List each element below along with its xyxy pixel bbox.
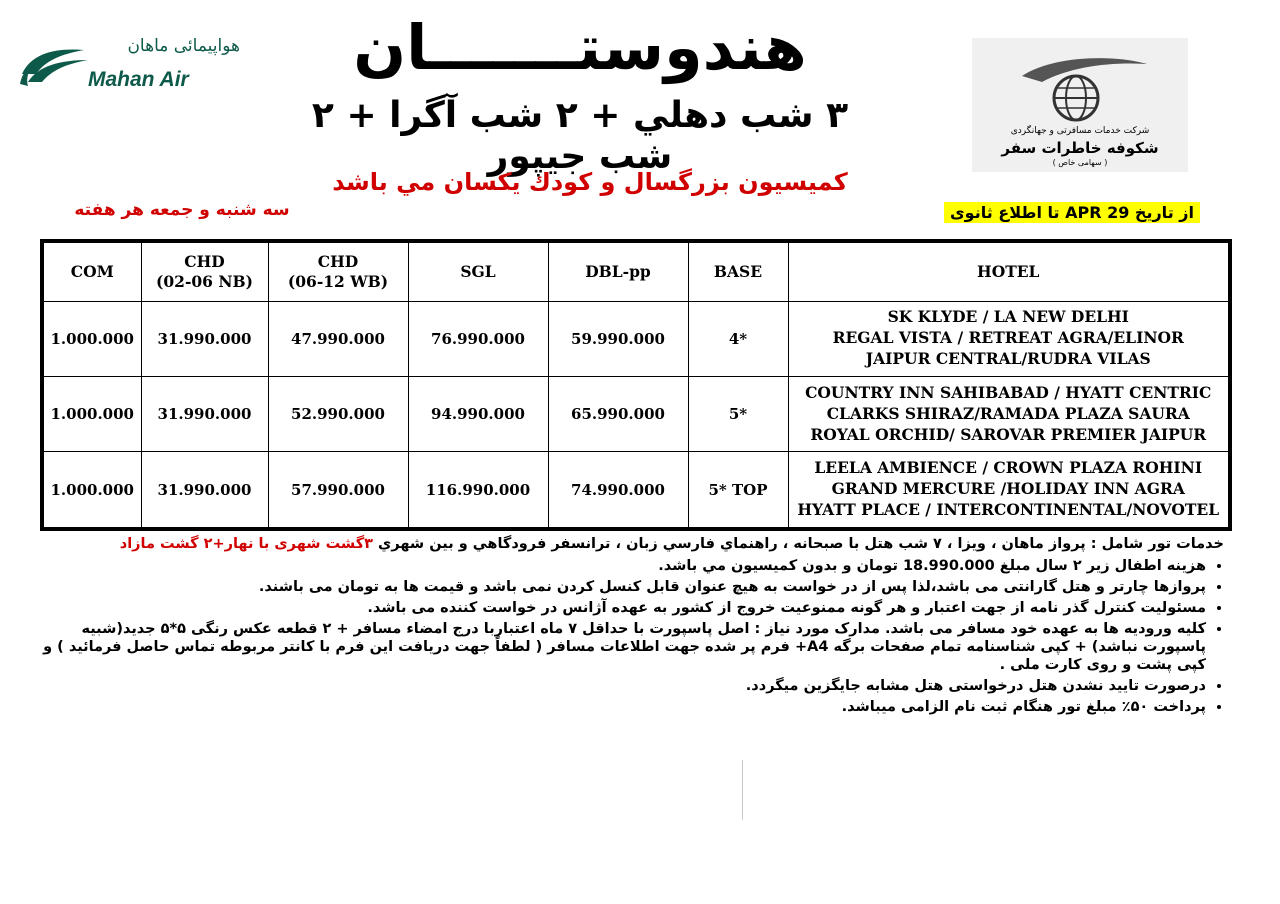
validity-badge: از تاریخ 29 APR تا اطلاع ثانوی — [944, 202, 1200, 223]
list-item: • كليه ورودیه ها به عهده خود مسافر می باشد. مدارک مورد نیاز : اصل پاسپورت با حداقل ۷ ماه اعتباربا درج امضاء مسافر + ۲ قطعه عکس رنگی ۵*۵ جدید(شبیه پاسپورت نباشد) + کپی شناسنامه تمام صفحات برگه A4+ فرم پر شده جهت اطلاعات مسافر ( لطفاً جهت دریافت این فرم با کانتر مربوطه تماس حاصل فرمائید ) و کپی پشت و روی کارت ملی . — [40, 620, 1206, 674]
sgl-cell: 76.990.000 — [408, 301, 548, 376]
base-cell: 4* — [688, 301, 788, 376]
header-chd-nb-age: (02-06 NB) — [156, 271, 253, 291]
services-highlight: ۳گشت شهری با نهار+۲ گشت مازاد — [119, 536, 379, 552]
list-item: • هزينه اطفال زير ۲ سال مبلغ 18.990.000 تومان و بدون كميسيون مي باشد. — [40, 557, 1206, 575]
agency-logo — [972, 38, 1188, 172]
hotel-line: GRAND MERCURE /HOLIDAY INN AGRA — [831, 479, 1185, 499]
header-chd-nb-label: CHD — [184, 252, 225, 272]
header-sgl: SGL — [408, 241, 548, 301]
header-hotel: HOTEL — [788, 241, 1230, 301]
agency-type: ( سهامی خاص ) — [1052, 158, 1108, 167]
com-cell: 1.000.000 — [42, 301, 141, 376]
chd-nb-cell: 31.990.000 — [141, 301, 268, 376]
header-chd-wb — [268, 241, 408, 301]
list-item: • پروازها چارتر و هتل گارانتی می باشد،لذا پس از در خواست به هيچ عنوان قابل كنسل كردن نمی باشد و قيمت ها به تومان می باشند. — [40, 578, 1206, 596]
base-cell: 5* TOP — [688, 452, 788, 529]
hotel-line: ROYAL ORCHID/ SAROVAR PREMIER JAIPUR — [810, 424, 1207, 444]
departure-days: سه شنبه و جمعه هر هفته — [74, 200, 290, 220]
header-base: BASE — [688, 241, 788, 301]
commission-note: كميسيون بزرگسال و كودك يكسان مي باشد — [332, 168, 848, 196]
hotel-line: COUNTRY INN SAHIBABAD / HYATT CENTRIC — [805, 382, 1212, 402]
list-item: • درصورت تاييد نشدن هتل درخواستی هتل مشابه جايگزين ميگردد. — [40, 677, 1206, 695]
hotel-line: REGAL VISTA / RETREAT AGRA/ELINOR — [832, 328, 1184, 348]
chd-nb-cell: 31.990.000 — [141, 376, 268, 451]
header-dbl: DBL-pp — [548, 241, 688, 301]
services-line — [40, 535, 1224, 553]
header-chd-wb-age: (06-12 WB) — [287, 271, 389, 291]
agency-subtitle: شرکت خدمات مسافرتی و جهانگردی — [1010, 126, 1150, 136]
base-cell: 5* — [688, 376, 788, 451]
hotel-line: JAIPUR CENTRAL/RUDRA VILAS — [865, 349, 1151, 369]
tour-notes — [40, 535, 1228, 719]
com-cell: 1.000.000 — [42, 376, 141, 451]
list-item: • مسئوليت كنترل گذر نامه از جهت اعتبار و هر گونه ممنوعيت خروج از كشور به عهده آژانس در خواست كننده می باشد. — [40, 599, 1206, 617]
list-item: • پرداخت ۵۰٪ مبلغ تور هنگام ثبت نام الزامی ميباشد. — [40, 698, 1206, 716]
header-chd-nb — [141, 241, 268, 301]
agency-name: شکوفه خاطرات سفر — [1001, 139, 1159, 157]
table-header-row — [42, 241, 1230, 301]
dbl-cell: 74.990.000 — [548, 452, 688, 529]
header-com: COM — [42, 241, 141, 301]
table-row — [42, 376, 1230, 451]
dbl-cell: 65.990.000 — [548, 376, 688, 451]
com-cell: 1.000.000 — [42, 452, 141, 529]
table-row — [42, 452, 1230, 529]
bird-wing-icon — [18, 44, 90, 88]
hotel-line: HYATT PLACE / INTERCONTINENTAL/NOVOTEL — [797, 500, 1220, 520]
tour-subtitle: ۳ شب دهلي + ۲ شب آگرا + ۲ شب جيپور — [311, 95, 849, 177]
divider-line — [742, 760, 743, 820]
mahan-air-logo — [18, 36, 248, 100]
table-row — [42, 301, 1230, 376]
hotel-cell — [788, 452, 1230, 529]
services-text: خدمات تور شامل : پرواز ماهان ، ويزا ، ۷ شب هتل با صبحانه ، راهنماي فارسي زبان ، ترانسفر فرودگاهي و بين شهري — [378, 536, 1224, 552]
chd-wb-cell: 47.990.000 — [268, 301, 408, 376]
hotel-line: LEELA AMBIENCE / CROWN PLAZA ROHINI — [814, 458, 1203, 478]
hotel-line: CLARKS SHIRAZ/RAMADA PLAZA SAURA — [826, 403, 1190, 423]
globe-wing-icon — [1012, 46, 1152, 126]
logo-latin-text: Mahan Air — [88, 68, 189, 91]
hotel-cell — [788, 301, 1230, 376]
price-table — [40, 239, 1232, 531]
dbl-cell: 59.990.000 — [548, 301, 688, 376]
logo-farsi-text: هواپیمائی ماهان — [127, 36, 240, 56]
hotel-line: SK KLYDE / LA NEW DELHI — [887, 307, 1129, 327]
notes-list — [40, 557, 1228, 716]
sgl-cell: 116.990.000 — [408, 452, 548, 529]
chd-wb-cell: 57.990.000 — [268, 452, 408, 529]
sgl-cell: 94.990.000 — [408, 376, 548, 451]
page-title: هندوستـــــــان — [353, 11, 807, 84]
hotel-cell — [788, 376, 1230, 451]
chd-wb-cell: 52.990.000 — [268, 376, 408, 451]
header-chd-wb-label: CHD — [317, 252, 359, 272]
chd-nb-cell: 31.990.000 — [141, 452, 268, 529]
